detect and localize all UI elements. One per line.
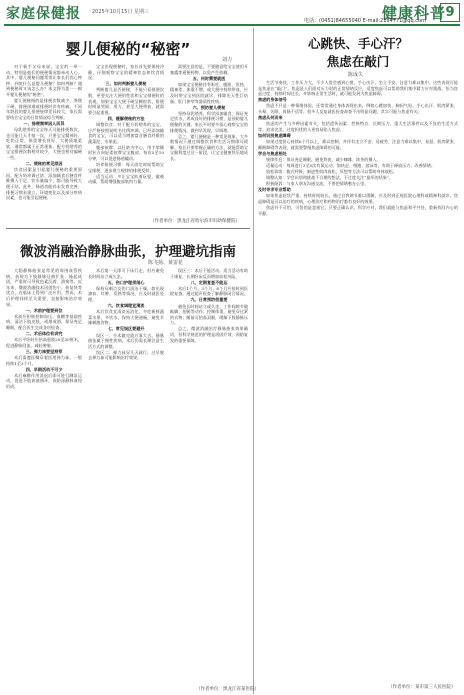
paragraph: 焦虑并不可怕，可怕的是忽视它。只要正确认识、科学应对，我们就能与焦虑和平共处，重新找回内心的平静。: [258, 204, 458, 216]
paragraph: 规律作息：保证充足睡眠，避免熬夜，减少咖啡、浓茶的摄入。: [266, 156, 381, 162]
article1-footer: （作者单位：黑龙江省哈尔滨市妇幼保健院）: [150, 219, 240, 224]
subheading: 学会与焦虑相处: [258, 150, 287, 156]
article1-byline: 刘力: [222, 57, 233, 63]
paragraph: 对于新手父母来说，宝宝的一举一动，特别是他们的便便情况都牵动人心。其中，婴儿便秘问题常常让家长们忧心忡忡。到底什么是婴儿便秘？如何判断？遇到便秘时又该怎么办？本文将为您一一揭开婴儿便秘的“秘密”。: [6, 64, 82, 97]
article1-col2: [88, 64, 164, 224]
paragraph: 术后1个月、3个月、6个月应按时到医院复查，通过超声检查了解静脉闭合情况。: [170, 285, 248, 297]
paragraph: 误区一：手术做完就万事大吉。静脉曲张属于慢性疾病，术后仍需长期注意生活方式的调整。: [88, 332, 164, 349]
subheading: 九、日常预防很重要: [190, 297, 228, 303]
paragraph: 焦虑的产生与多种因素有关，包括遗传因素、性格特点、长期压力、重大生活事件以及不良的生活方式等。追求完美、过度担忧的人更容易陷入焦虑。: [258, 121, 458, 132]
paragraph: 宝宝出现便秘时，家长首先要保持冷静，仔细观察宝宝的精神状态和饮食情况。: [88, 64, 164, 81]
page-header: [0, 0, 464, 24]
paragraph: 需要注意的是，不要随意给宝宝使用开塞露等通便药物，以免产生依赖。: [170, 64, 248, 75]
subheading: 一、排便频率因人而异: [23, 120, 65, 126]
paragraph: 腹部按摩：以肚脐为中心，用手掌顺时针方向轻柔按摩宝宝腹部，每次5至10分钟，可以促进肠道蠕动。: [88, 144, 164, 161]
article3-title-line1: 心跳快、手心汗？: [307, 36, 408, 51]
paragraph: 生活节奏快、工作压力大，不少人常会感到心慌、手心出汗、坐立不安、注意力难以集中。这些表现可能是焦虑在“敲门”。焦虑是人们面对压力时的正常情绪反应，适度焦虑可以帮助我们集中精力应对挑战，但当焦虑过度、持续时间过长，并影响正常生活时，就可能发展为焦虑障碍。: [258, 80, 458, 97]
article-separator: [6, 228, 250, 229]
subheading: 焦虑从何而来: [258, 115, 283, 121]
paragraph: 调整饮食：对于配方奶喂养的宝宝，应严格按照说明书比例冲调；已经添加辅食的宝宝，可以适当增加富含膳食纤维的蔬菜泥、水果泥。: [88, 121, 164, 144]
paragraph: 如果过度担心持续6个月以上，难以控制，并伴有坐立不安、易疲劳、注意力难以集中、易怒、肌肉紧张、睡眠障碍等表现，就需要警惕焦虑障碍的可能。: [258, 138, 458, 150]
paragraph: 如果宝宝便秘伴有呕吐、腹胀、发热、精神差、体重不增，或大便中持续带血，应及时带宝宝到医院就诊，排除先天性巨结肠、肛门狭窄等器质性疾病。: [170, 81, 248, 104]
paragraph: 总之，微波消融治疗静脉曲张效果确切，但科学规范的护理是巩固疗效、预防复发的重要保障。: [170, 326, 248, 343]
paragraph: 大隐静脉曲张是常见的周围血管疾病，表现为下肢静脉迂曲扩张、隆起成团，严重时可导致色素沉着、溃疡等。近年来，微波消融技术因创伤小、恢复快等优点，在临床上得到广泛应用。然而，术后护理同样至关重要，直接影响治疗效果。: [6, 268, 82, 307]
paragraph: 术后麻醉作用消退后即可进行踝泵运动，促进下肢血液循环，预防深静脉血栓形成。: [6, 372, 82, 389]
paragraph: 保持穿刺点及伤口清洁干燥，如出现渗血、红肿、发热等情况，应及时就医处理。: [88, 285, 164, 302]
subheading: 四、缓解便秘的方法: [107, 115, 145, 121]
subheading: 二、便秘的常见原因: [25, 161, 63, 167]
article2-byline: 陈飞扬、黄雷花: [148, 260, 184, 266]
article2-col2: [88, 268, 164, 686]
subheading: 五、何时需要就医: [192, 75, 226, 81]
column-divider: [253, 28, 254, 694]
paragraph: 调整认知：学会识别和挑战不合理的想法，不过度关注“最坏的结果”。: [266, 175, 393, 180]
subheading: 焦虑的身体信号: [258, 97, 287, 103]
subheading: 二、术后体位有讲究: [25, 331, 63, 337]
paragraph: 适当运动：多让宝宝趴着玩耍、做被动操，帮助增强腹部肌肉力量。: [88, 173, 164, 185]
header-rule: [4, 24, 460, 26]
article2-col3: [170, 268, 248, 678]
paragraph: 术后需遵医嘱穿着医用弹力袜，一般持续1至3个月。: [6, 354, 82, 366]
subheading: 六、饮食调理宜清淡: [107, 303, 145, 309]
paragraph: 总之，婴儿便秘是一种常见现象，大多数情况下通过调整饮食和生活习惯即可缓解。家长只要掌握正确的方法，就能帮助宝宝顺利度过这一阶段，让宝宝健康快乐地成长。: [170, 133, 248, 161]
paragraph: 避免长时间站立或久坐，工作间隙多做踮脚、抬腿等动作；控制体重，避免穿过紧的衣物；睡前可抬高双腿，缓解下肢静脉压力。: [170, 303, 248, 326]
paragraph: 术后平卧时应抬高患肢20至30厘米，促进静脉回流，减轻肿胀。: [6, 337, 82, 348]
paragraph: 培养排便习惯：每天固定时间帮助宝宝排便，逐步建立规律的排便反射。: [88, 162, 164, 173]
subheading: 六、预防婴儿便秘: [192, 104, 226, 110]
article3-title-line2: 焦虑在敲门: [326, 54, 390, 69]
page-number: 9: [440, 3, 460, 22]
article2-title: 微波消融治静脉曲张，护理避坑指南: [20, 244, 236, 260]
subheading: 七、常见误区要避开: [107, 326, 145, 332]
article3-footer: （作者单位：某市第三人民医院）: [388, 685, 456, 690]
paragraph: 术后饮食宜清淡易消化，多吃新鲜蔬菜水果，多饮水，保持大便通畅，避免辛辣刺激食物。: [88, 309, 164, 326]
subheading: 五、伤口护理须细心: [107, 279, 145, 285]
section-title-left: 家庭保健报: [6, 6, 81, 22]
paragraph: 判断婴儿是否便秘，不能只看排便次数，更要关注大便的性状和宝宝排便时的表现。如果宝宝大便干硬呈颗粒状，排便时明显哭闹、用力，甚至大便带血，就需要引起重视。: [88, 87, 164, 115]
article3-byline: 陈成失: [348, 72, 364, 78]
paragraph: 放松训练：腹式呼吸、渐进性肌肉放松、冥想等方法可以帮助身体放松。: [266, 168, 397, 174]
subheading: 三、弹力袜要坚持穿: [25, 348, 63, 354]
subheading: 四、早期活动不可少: [25, 366, 63, 372]
paragraph: 婴儿便秘指的是排便次数减少、粪便干硬、排便困难或排便时伴有疼痛。不同年龄段的婴儿排便规律差异较大，家长需要结合宝宝的日常情况综合判断。: [6, 98, 82, 120]
subheading: 如何识别焦虑障碍: [258, 132, 291, 138]
paragraph: 术后第一天即可下床行走，但应避免长时间站立或久坐。: [88, 268, 164, 279]
article1-col3: [170, 64, 248, 216]
article2-footer: （作者单位：黑龙江省某医院）: [196, 687, 259, 692]
paragraph: 误区二：弹力袜穿几天就行。过早脱去弹力袜可能影响治疗效果。: [88, 349, 164, 361]
paragraph: 焦虑不只是一种情绪体验，还常常通过身体表现出来，例如心跳加快、胸闷气短、手心出汗、肌肉紧张、头晕、失眠、胃肠不适等。很多人反复就医检查却查不出明显问题，其实可能与焦虑有关。: [258, 103, 458, 114]
issue-date: 2025年10月15日 星期三: [92, 9, 150, 15]
paragraph: 母乳喂养的宝宝每天可能排便数次，也可能几天才排一次，只要宝宝精神好、吃奶正常、体重增长良好、大便质地柔软，通常都属于正常现象。配方奶喂养的宝宝排便次数相对较少，大便也相对偏硬一些。: [6, 127, 82, 160]
paragraph: 饮食因素是引起婴儿便秘的重要原因。配方奶冲调过浓、添加辅食后膳食纤维摄入不足、饮水量偏少，都可能导致大便干结。此外，肠道功能尚未发育完善、排便习惯未建立、环境变化以及部分疾病因素，也可能引起便秘。: [6, 167, 82, 201]
paragraph: 坚持母乳喂养、科学添加辅食、保证充足饮水、养成良好的排便习惯，是预防婴儿便秘的关键。家长平时要多留心观察宝宝的排便情况，做到早发现、早调理。: [170, 110, 248, 133]
article2-col1: [6, 268, 82, 686]
paragraph: 适量运动：每周进行3至5次有氧运动，如快走、慢跑、游泳等，有助于释放压力、改善情绪。: [266, 162, 435, 168]
paragraph: 如果焦虑症状严重，持续时间较长，通过自我调节难以缓解，应及时到正规医院心理科或精神科就诊。焦虑障碍是可以治疗的疾病，心理治疗和药物治疗都有良好的效果。: [258, 193, 458, 204]
subheading: 一、术前护理要到位: [25, 307, 63, 313]
article1-col1: [6, 64, 82, 224]
paragraph: 术前应积极控制血压、血糖等基础疾病，清洁下肢皮肤，戒烟戒酒，保证充足睡眠，配合医生完成各项检查。: [6, 313, 82, 330]
contact-info: 电话：(0451)84655040 E-mail:2184771@qq.com: [304, 18, 426, 24]
subheading: 及时寻求专业帮助: [258, 187, 291, 193]
article3-body: [258, 80, 458, 678]
article1-title: 婴儿便秘的“秘密”: [65, 40, 191, 58]
paragraph: 误区三：术后不能活动。适当活动有助于康复，长期卧床反而增加血栓风险。: [170, 268, 248, 279]
subheading: 三、如何判断婴儿便秘: [105, 81, 147, 87]
subheading: 八、定期复查不能忘: [190, 279, 228, 285]
section-title-right: 健康科普: [382, 4, 447, 22]
paragraph: 积极倾诉：与家人朋友沟通交流，不要把情绪憋在心里。: [266, 181, 369, 187]
